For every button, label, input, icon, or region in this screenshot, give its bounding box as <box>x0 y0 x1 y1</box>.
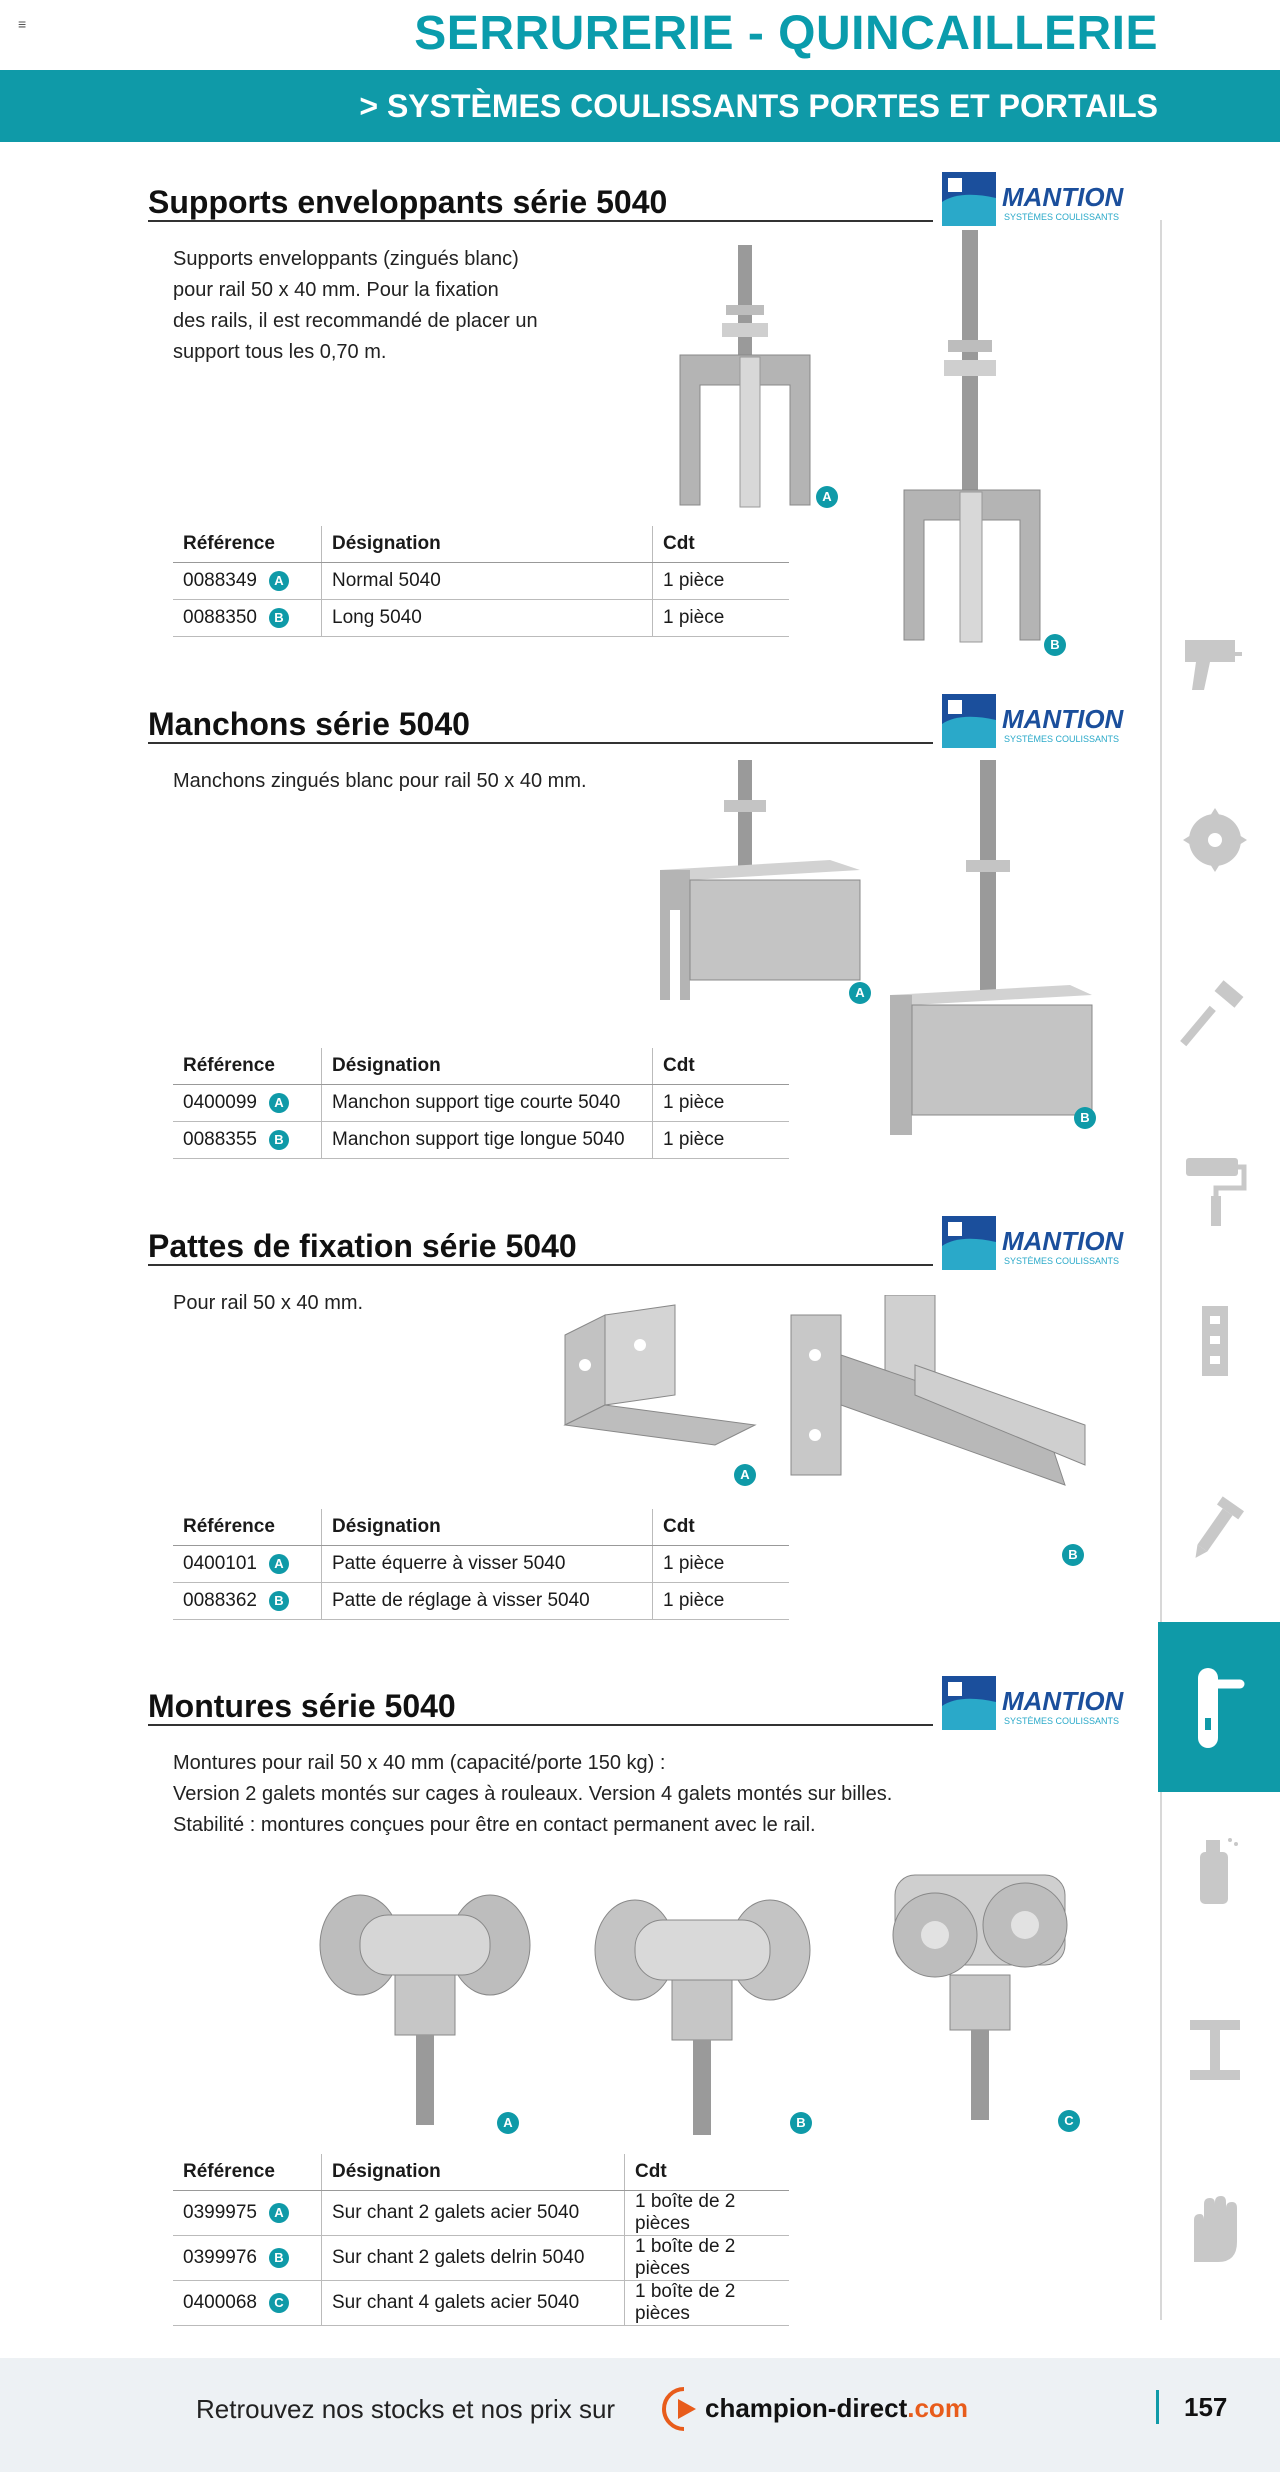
champion-direct-link[interactable]: champion-direct.com <box>705 2393 968 2423</box>
section-title: Montures série 5040 <box>148 1688 456 1724</box>
table-row <box>173 2281 789 2326</box>
image-badge-b: B <box>1062 1544 1084 1566</box>
cdt-cell: 1 boîte de 2 pièces <box>625 2236 790 2281</box>
mantion-logo <box>942 1676 1132 1735</box>
variant-badge: B <box>269 608 289 628</box>
spray-can-icon[interactable] <box>1180 1830 1250 1910</box>
table-row <box>173 1546 789 1583</box>
cdt-cell: 1 pièce <box>653 1122 790 1159</box>
footer-text: Retrouvez nos stocks et nos prix sur <box>196 2394 616 2424</box>
reference-code: 0400101 <box>183 1553 257 1574</box>
reference-table <box>173 1048 789 1159</box>
mantion-logo-tagline: SYSTÈMES COULISSANTS <box>1004 212 1120 222</box>
mantion-logo-name: MANTION <box>1002 1226 1124 1256</box>
table-row <box>173 1583 789 1620</box>
designation-cell: Long 5040 <box>322 600 653 637</box>
table-row <box>173 2191 789 2236</box>
table-row <box>173 1085 789 1122</box>
reference-table <box>173 2154 789 2326</box>
cdt-cell: 1 pièce <box>653 600 790 637</box>
designation-cell: Sur chant 2 galets delrin 5040 <box>322 2236 625 2281</box>
image-badge-c: C <box>1058 2110 1080 2132</box>
designation-cell: Patte équerre à visser 5040 <box>322 1546 653 1583</box>
menu-icon[interactable]: ≡ <box>18 16 27 32</box>
section-description: Supports enveloppants (zingués blanc) pour rail 50 x 40 mm. Pour la fixation des rails, il est recommandé de placer un support tous les 0,70 m. <box>173 248 538 363</box>
paint-roller-icon[interactable] <box>1180 1150 1250 1230</box>
section-divider <box>148 1724 933 1726</box>
mantion-logo <box>942 1216 1132 1275</box>
reference-code: 0400068 <box>183 2292 257 2313</box>
section-divider <box>148 742 933 744</box>
mantion-logo <box>942 694 1132 753</box>
page-title: SERRURERIE - QUINCAILLERIE <box>414 7 1158 60</box>
hammer-icon[interactable] <box>1180 975 1250 1055</box>
mantion-logo-tagline: SYSTÈMES COULISSANTS <box>1004 1716 1120 1726</box>
steel-beam-icon[interactable] <box>1180 2010 1250 2090</box>
product-image-trolley-b <box>590 1880 820 2155</box>
designation-cell: Manchon support tige longue 5040 <box>322 1122 653 1159</box>
column-header-designation: Désignation <box>322 1509 653 1546</box>
section-divider <box>148 220 933 222</box>
product-image-bracket-b <box>785 1295 1095 1550</box>
cdt-cell: 1 pièce <box>653 563 790 600</box>
reference-table <box>173 1509 789 1620</box>
variant-badge: A <box>269 571 289 591</box>
screw-icon[interactable] <box>1180 1490 1250 1570</box>
designation-cell: Normal 5040 <box>322 563 653 600</box>
category-subtitle: > SYSTÈMES COULISSANTS PORTES ET PORTAILS <box>359 88 1158 124</box>
cdt-cell: 1 boîte de 2 pièces <box>625 2281 790 2326</box>
page-number: 157 <box>1184 2392 1228 2422</box>
table-row <box>173 2236 789 2281</box>
table-row <box>173 600 789 637</box>
column-header-reference: Référence <box>173 526 322 563</box>
product-image-support-b <box>890 230 1060 655</box>
product-image-support-a <box>660 245 830 515</box>
designation-cell: Sur chant 2 galets acier 5040 <box>322 2191 625 2236</box>
column-header-designation: Désignation <box>322 526 653 563</box>
cdt-cell: 1 boîte de 2 pièces <box>625 2191 790 2236</box>
variant-badge: C <box>269 2293 289 2313</box>
cdt-cell: 1 pièce <box>653 1583 790 1620</box>
cdt-cell: 1 pièce <box>653 1546 790 1583</box>
image-badge-a: A <box>497 2112 519 2134</box>
cdt-cell: 1 pièce <box>653 1085 790 1122</box>
variant-badge: A <box>269 1093 289 1113</box>
variant-badge: B <box>269 1130 289 1150</box>
saw-blade-icon[interactable] <box>1180 800 1250 880</box>
section-title: Supports enveloppants série 5040 <box>148 184 668 220</box>
product-image-trolley-a <box>310 1870 540 2145</box>
column-header-cdt: Cdt <box>653 1048 790 1085</box>
mantion-logo-name: MANTION <box>1002 704 1124 734</box>
image-badge-b: B <box>1044 634 1066 656</box>
image-badge-a: A <box>734 1464 756 1486</box>
hinge-icon[interactable] <box>1180 1300 1250 1380</box>
product-image-sleeve-b <box>880 760 1100 1145</box>
reference-code: 0399975 <box>183 2202 257 2223</box>
glove-icon[interactable] <box>1180 2190 1250 2270</box>
section-description: Pour rail 50 x 40 mm. <box>173 1292 364 1314</box>
column-header-cdt: Cdt <box>653 526 790 563</box>
column-header-designation: Désignation <box>322 1048 653 1085</box>
mantion-logo <box>942 172 1132 231</box>
column-header-cdt: Cdt <box>653 1509 790 1546</box>
door-handle-icon[interactable] <box>1180 1660 1250 1760</box>
section-description: Montures pour rail 50 x 40 mm (capacité/porte 150 kg) : Version 2 galets montés sur cages à rouleaux. Version 4 galets montés sur billes. Stabilité : montures conçues pour être en contact permanent avec le rail. <box>173 1752 893 1836</box>
variant-badge: B <box>269 2248 289 2268</box>
footer <box>0 2358 1280 2472</box>
image-badge-a: A <box>816 486 838 508</box>
mantion-logo-tagline: SYSTÈMES COULISSANTS <box>1004 734 1120 744</box>
column-header-cdt: Cdt <box>625 2154 790 2191</box>
designation-cell: Sur chant 4 galets acier 5040 <box>322 2281 625 2326</box>
designation-cell: Manchon support tige courte 5040 <box>322 1085 653 1122</box>
image-badge-a: A <box>849 982 871 1004</box>
section-description: Manchons zingués blanc pour rail 50 x 40 mm. <box>173 770 587 792</box>
product-image-trolley-c <box>875 1865 1085 2140</box>
reference-code: 0088362 <box>183 1590 257 1611</box>
section-divider <box>148 1264 933 1266</box>
image-badge-b: B <box>1074 1107 1096 1129</box>
reference-code: 0400099 <box>183 1092 257 1113</box>
table-row <box>173 563 789 600</box>
column-header-designation: Désignation <box>322 2154 625 2191</box>
drill-icon[interactable] <box>1180 620 1250 700</box>
column-header-reference: Référence <box>173 1509 322 1546</box>
column-header-reference: Référence <box>173 2154 322 2191</box>
product-image-sleeve-a <box>650 760 870 1015</box>
mantion-logo-name: MANTION <box>1002 182 1124 212</box>
mantion-logo-name: MANTION <box>1002 1686 1124 1716</box>
product-image-bracket-a <box>555 1295 770 1480</box>
section-title: Pattes de fixation série 5040 <box>148 1228 577 1264</box>
variant-badge: B <box>269 1591 289 1611</box>
table-row <box>173 1122 789 1159</box>
sidebar-divider <box>1160 220 1162 2320</box>
section-title: Manchons série 5040 <box>148 706 470 742</box>
image-badge-b: B <box>790 2112 812 2134</box>
variant-badge: A <box>269 2203 289 2223</box>
column-header-reference: Référence <box>173 1048 322 1085</box>
mantion-logo-tagline: SYSTÈMES COULISSANTS <box>1004 1256 1120 1266</box>
page-number-marker <box>1156 2390 1159 2424</box>
variant-badge: A <box>269 1554 289 1574</box>
reference-code: 0088350 <box>183 607 257 628</box>
designation-cell: Patte de réglage à visser 5040 <box>322 1583 653 1620</box>
reference-code: 0399976 <box>183 2247 257 2268</box>
reference-code: 0088349 <box>183 570 257 591</box>
play-logo-icon <box>662 2385 706 2438</box>
reference-code: 0088355 <box>183 1129 257 1150</box>
reference-table <box>173 526 789 637</box>
